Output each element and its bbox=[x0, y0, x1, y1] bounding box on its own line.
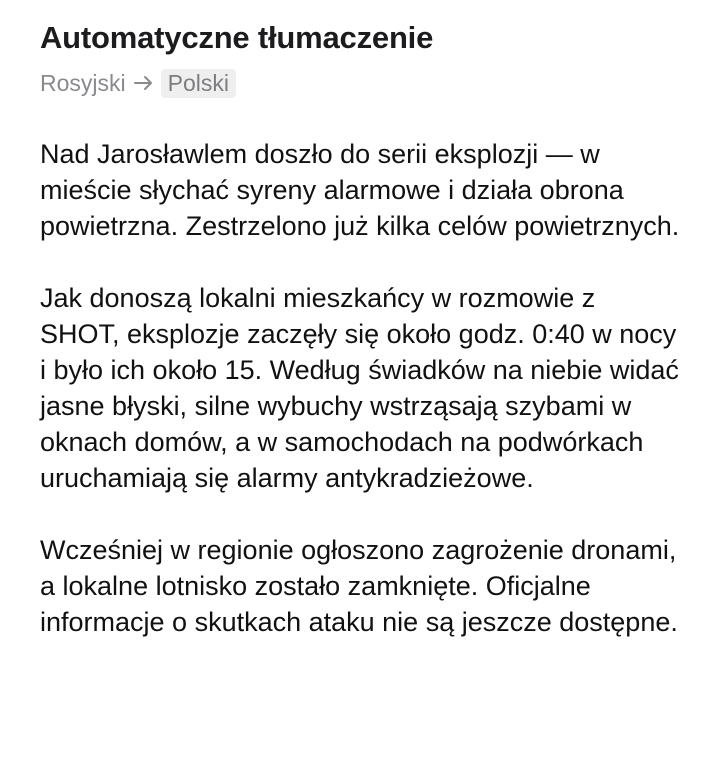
translated-text bbox=[40, 136, 680, 640]
language-pair bbox=[40, 68, 680, 98]
target-language-button[interactable]: Polski bbox=[161, 69, 236, 98]
paragraph: Jak donoszą lokalni mieszkańcy w rozmowie z SHOT, eksplozje zaczęły się około godz. 0:40 w nocy i było ich około 15. Według świadków na niebie widać jasne błyski, silne wybuchy wstrząsają szybami w oknach domów, a w samochodach na podwórkach uruchamiają się alarmy antykradzieżowe. bbox=[40, 283, 679, 493]
paragraph: Wcześniej w regionie ogłoszono zagrożenie dronami, a lokalne lotnisko zostało zamknięte. Oficjalne informacje o skutkach ataku nie są jeszcze dostępne. bbox=[40, 535, 678, 637]
arrow-right-icon bbox=[134, 75, 154, 91]
paragraph: Nad Jarosławlem doszło do serii eksplozji — w mieście słychać syreny alarmowe i działa obrona powietrzna. Zestrzelono już kilka celów powietrznych. bbox=[40, 139, 680, 241]
source-language: Rosyjski bbox=[40, 69, 126, 96]
page-title: Automatyczne tłumaczenie bbox=[40, 20, 434, 55]
